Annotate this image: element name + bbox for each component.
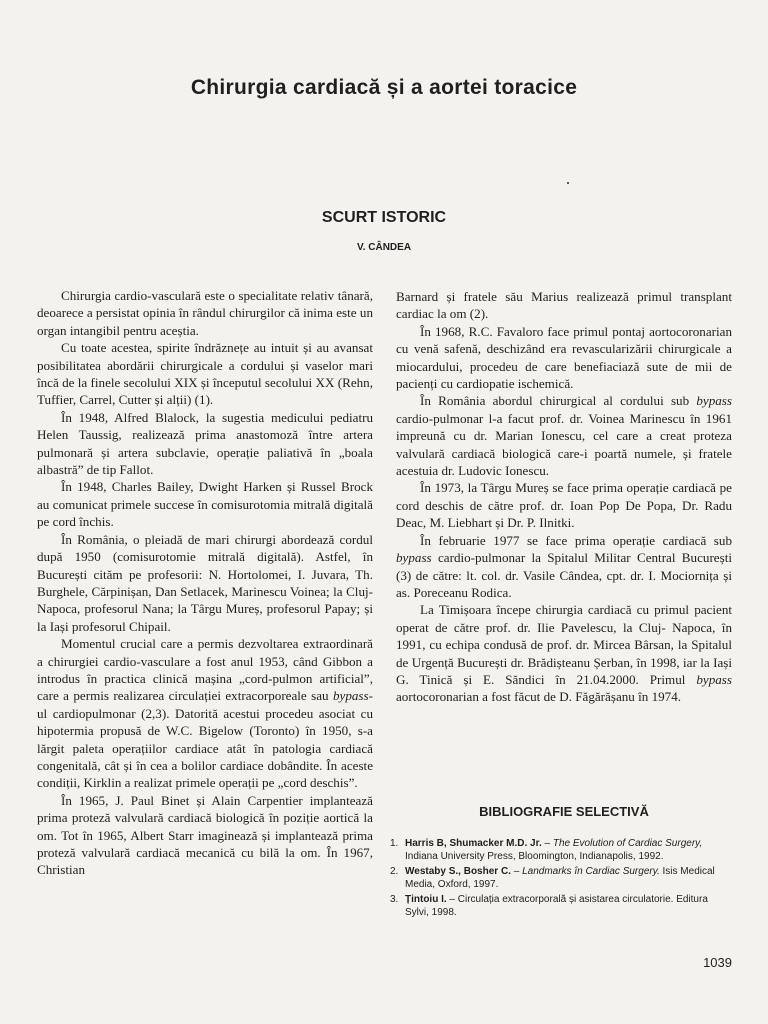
- text-run: -ul cardiopulmonar (2,3). Datorită acestui procedeu asociat cu hipotermia propusă de W.C. Bigelow (Toronto) în 1950, s-a lărgit paleta operațiilor cardiace atât în patologia cardiacă congenitală, cât și în cea a bolilor cardiace dobândite. În aceste condiții, Kirklin a realizat primele operații pe „cord deschis”.: [37, 688, 373, 791]
- paragraph: [37, 635, 373, 792]
- paragraph-continuation: Barnard și fratele său Marius realizează primul transplant cardiac la om (2).: [396, 289, 732, 322]
- paragraph: [396, 601, 732, 705]
- bibliography-item: [390, 837, 732, 864]
- paragraph: Chirurgia cardio-vasculară este o specialitate relativ tânară, deoarece a persistat opinia în rândul chirurgilor că inima este un organ intangibil pentru aceștia.: [37, 288, 373, 338]
- paragraph: [396, 532, 732, 602]
- bibliography-item: [390, 865, 732, 892]
- bibliography-authors: Țintoiu I.: [405, 893, 447, 905]
- paragraph: În România, o pleiadă de mari chirurgi abordează cordul după 1950 (comisurotomie mitrală digitală). Astfel, în București cităm pe profesorii: N. Hortolomei, I. Juvara, Th. Burghele, Cărpinișan, Dan Setlacek, Marinescu Voinea; la Cluj-Napoca, profesorul Nana; la Târgu Mureș, profesorul Papay; și la Iași profesorul Chipail.: [37, 531, 373, 634]
- bibliography-list: [390, 837, 732, 920]
- italic-term: bypass: [696, 393, 732, 409]
- bibliography-number: 2.: [390, 865, 399, 877]
- paragraph: Cu toate acestea, spirite îndrăznețe au intuit și au avansat posibilitatea abordării chirurgicale a cordului și vaselor mari încă de la finele secolului XIX și începutul secolului XX (Rehn, Tuffier, Carrel, Cutter și alții) (1).: [37, 340, 373, 408]
- text-run: aortocoronarian a fost făcut de D. Făgărășanu în 1974.: [396, 689, 682, 705]
- text-run: cardio-pulmonar la Spitalul Militar Central București (3) de către: lt. col. dr. Vasile Cândea, cpt. dr. I. Mociornița și as. Poreceanu Rodica.: [396, 550, 732, 600]
- text-run: Momentul crucial care a permis dezvoltarea extraordinară a chirurgiei cardio-vasculare a fost anul 1953, când Gibbon a introdus în practica clinică mașina „cord-pulmon artificial”, care a permis realizarea circulației extracorporeale sau: [37, 636, 373, 704]
- bibliography-details: Isis Medical Media, Oxford, 1997.: [405, 865, 715, 891]
- bibliography-number: 3.: [390, 893, 399, 905]
- text-run: La Timișoara începe chirurgia cardiacă cu primul pacient operat de către prof. dr. Ilie Pavelescu, la Cluj- Napoca, în 1991, cu echipa condusă de prof. dr. Mircea Bârsan, la Spitalul de Urgență București dr. Brădișteanu Șerban, în 1998, iar la Iași G. Tinică și E. Săndici în 21.04.2000. Primul: [396, 602, 732, 687]
- paragraph: În 1968, R.C. Favaloro face primul pontaj aortocoronarian cu venă safenă, deschizând era revascularizării chirurgicale a miocardului, procedeu de care benefiaciază sute de mii de pacienți cu cardiopatie ischemică.: [396, 323, 732, 392]
- bibliography-authors: Westaby S., Bosher C.: [405, 865, 511, 877]
- italic-term: bypass: [396, 550, 432, 566]
- bibliography-details: Circulația extracorporală și asistarea circulatorie. Editura Sylvi, 1998.: [405, 893, 708, 919]
- left-column: [37, 287, 373, 879]
- bibliography-work-title: Landmarks în Cardiac Surgery.: [522, 865, 660, 877]
- text-run: cardio-pulmonar l-a facut prof. dr. Voinea Marinescu în 1961 impreună cu dr. Marian Ionescu, cel care a creat proteza valvulară cardiacă biologică care-i poartă numele, și fratele acestuia dr. Ludovic Ionescu.: [396, 410, 732, 479]
- speck-mark: [567, 182, 569, 184]
- bibliography-details: Indiana University Press, Bloomington, Indianapolis, 1992.: [405, 851, 664, 863]
- italic-term: bypass: [332, 688, 369, 704]
- section-title: SCURT ISTORIC: [321, 209, 447, 226]
- paragraph: În 1965, J. Paul Binet și Alain Carpentier implantează prima proteză valvulară cardiacă biologică în poziție aortică la om. Tot în 1965, Albert Starr imaginează și implantează prima proteză valvulară cardiacă mecanică cu bilă la om. În 1967, Christian: [37, 792, 373, 878]
- paragraph: În 1973, la Târgu Mureș se face prima operație cardiacă pe cord deschis de către prof. dr. Ioan Pop De Popa, Dr. Radu Deac, M. Liebhart și Dr. P. Ilnitki.: [396, 480, 732, 531]
- bibliography-work-title: The Evolution of Cardiac Surgery,: [552, 838, 703, 849]
- right-column: [396, 288, 732, 706]
- italic-term: bypass: [696, 671, 732, 687]
- bibliography-separator: –: [446, 893, 458, 905]
- page-number: 1039: [703, 955, 732, 970]
- paragraph: În 1948, Charles Bailey, Dwight Harken și Russel Brock au comunicat primele succese în comisurotomia mitrală digitală pe cord închis.: [37, 479, 373, 530]
- page-title: Chirurgia cardiacă și a aortei toracice: [190, 76, 578, 99]
- bibliography-authors: Harris B, Shumacker M.D. Jr.: [405, 838, 542, 849]
- bibliography-number: 1.: [390, 838, 399, 849]
- bibliography-separator: –: [541, 838, 553, 849]
- text-run: În februarie 1977 se face prima operație cardiacă sub: [420, 532, 732, 548]
- bibliography-separator: –: [510, 865, 523, 877]
- author-line: V. CÂNDEA: [356, 242, 412, 253]
- text-run: În România abordul chirurgical al cordului sub: [420, 393, 697, 409]
- paragraph: [396, 392, 732, 479]
- bibliography-title: BIBLIOGRAFIE SELECTIVĂ: [479, 804, 649, 819]
- paragraph: În 1948, Alfred Blalock, la sugestia medicului pediatru Helen Taussig, realizează prima anastomoză între artera pulmonară și artera subclavie, operație paliativă în „boala albastră” de tip Fallot.: [37, 409, 373, 478]
- bibliography-item: [390, 893, 732, 920]
